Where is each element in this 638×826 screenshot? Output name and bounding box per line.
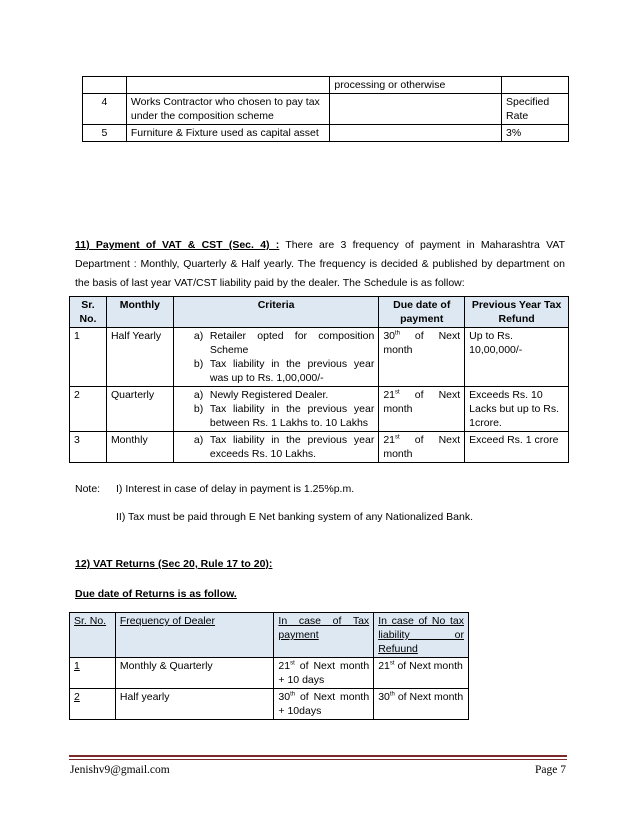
- due-day: 21: [383, 434, 396, 446]
- due-suffix: st: [395, 434, 400, 441]
- cell-sr: 1: [70, 328, 107, 387]
- footer-page-number: Page 7: [535, 764, 566, 776]
- criteria-item: [194, 388, 374, 402]
- section-11-title: 11) Payment of VAT & CST (Sec. 4) :: [75, 239, 280, 251]
- cell-mid: [330, 94, 502, 125]
- due-suffix: th: [389, 691, 395, 698]
- criteria-marker: b): [193, 403, 204, 415]
- table-row: [83, 77, 569, 94]
- cell-criteria: [173, 387, 378, 432]
- criteria-text: Retailer opted for composition Scheme: [209, 330, 375, 356]
- cell-sr: 1: [70, 658, 116, 689]
- note-line-1: I) Interest in case of delay in payment is 1.25%p.m.: [116, 483, 355, 495]
- table-row: [83, 125, 569, 142]
- due-day: 21: [278, 660, 291, 672]
- header-tax-payment: In case of Tax payment: [274, 613, 374, 658]
- cell-due-date: [379, 387, 465, 432]
- cell-frequency: Half yearly: [115, 689, 274, 720]
- criteria-marker: b): [193, 358, 204, 370]
- footer-rule-thin: [69, 759, 567, 760]
- cell-no: 4: [83, 94, 127, 125]
- criteria-text: Tax liability in the previous year between Rs. 1 Lakhs to. 10 Lakhs: [209, 403, 375, 429]
- section-12-subtitle: Due date of Returns is as follow.: [75, 588, 237, 600]
- table-row: [70, 658, 469, 689]
- cell-frequency: Half Yearly: [106, 328, 173, 387]
- cell-due-date: [379, 328, 465, 387]
- cell-desc: Works Contractor who chosen to pay tax under the composition scheme: [126, 94, 330, 125]
- criteria-text: Newly Registered Dealer.: [209, 389, 329, 401]
- cell-frequency: Monthly: [106, 432, 173, 463]
- cell-frequency: Quarterly: [106, 387, 173, 432]
- cell-sr: 2: [70, 689, 116, 720]
- table-row: [70, 689, 469, 720]
- section-11-intro: There are 3 frequency of payment in Maharashtra VAT Department : Monthly, Quarterly & Half yearly. The frequency is decided & published by department on the basis of last year VAT/CST liability paid by the dealer. The Schedule is as follow:: [75, 239, 565, 289]
- cell-no-tax: [374, 658, 469, 689]
- due-day: 30: [378, 691, 390, 703]
- footer-email: Jenishv9@gmail.com: [70, 764, 170, 776]
- header-due-date: Due date of payment: [379, 297, 465, 328]
- header-monthly: Monthly: [106, 297, 173, 328]
- criteria-item: [194, 329, 374, 357]
- header-criteria: Criteria: [173, 297, 378, 328]
- due-rest: of Next month: [397, 691, 464, 703]
- due-rest: of Next month: [383, 389, 461, 415]
- cell-sr: 2: [70, 387, 107, 432]
- cell-mid: [330, 125, 502, 142]
- criteria-item: [194, 357, 374, 385]
- payment-schedule-table: [69, 296, 569, 463]
- criteria-text: Tax liability in the previous year exceeds Rs. 10 Lakhs.: [209, 434, 375, 460]
- criteria-item: [194, 433, 374, 461]
- table-row: [83, 94, 569, 125]
- section-11-paragraph: [75, 236, 565, 293]
- cell-sr: 3: [70, 432, 107, 463]
- due-suffix: st: [389, 660, 395, 667]
- cell-no: 5: [83, 125, 127, 142]
- cell-criteria: [173, 328, 378, 387]
- cell-tax-payment: [274, 658, 374, 689]
- table-row: [70, 432, 569, 463]
- header-frequency: Frequency of Dealer: [115, 613, 274, 658]
- due-day: 21: [383, 389, 396, 401]
- cell-tax-payment: [274, 689, 374, 720]
- cell-frequency: Monthly & Quarterly: [115, 658, 274, 689]
- cell-mid: processing or otherwise: [330, 77, 502, 94]
- header-srno: Sr. No.: [70, 613, 116, 658]
- cell-rate: Specified Rate: [502, 94, 569, 125]
- due-suffix: st: [290, 660, 295, 667]
- cell-rate: [502, 77, 569, 94]
- cell-previous-year: Exceeds Rs. 10 Lacks but up to Rs. 1crore.: [465, 387, 569, 432]
- cell-due-date: [379, 432, 465, 463]
- cell-criteria: [173, 432, 378, 463]
- footer-rule-thick: [69, 755, 567, 757]
- due-day: 30: [278, 691, 291, 703]
- criteria-marker: a): [193, 389, 204, 401]
- table-header-row: [70, 297, 569, 328]
- vat-returns-table: [69, 612, 469, 720]
- note-label: Note:: [75, 483, 101, 495]
- cell-previous-year: Exceed Rs. 1 crore: [465, 432, 569, 463]
- due-suffix: st: [395, 389, 400, 396]
- cell-rate: 3%: [502, 125, 569, 142]
- due-rest: of Next month + 10 days: [278, 660, 370, 686]
- table-header-row: [70, 613, 469, 658]
- cell-no-tax: [374, 689, 469, 720]
- criteria-marker: a): [193, 330, 204, 342]
- composition-rate-table: [82, 76, 569, 142]
- due-rest: of Next month + 10days: [278, 691, 370, 717]
- criteria-marker: a): [193, 434, 204, 446]
- due-rest: of Next month: [397, 660, 463, 672]
- header-previous-year: Previous Year Tax Refund: [465, 297, 569, 328]
- table-row: [70, 328, 569, 387]
- cell-desc: Furniture & Fixture used as capital asset: [126, 125, 330, 142]
- due-suffix: th: [290, 691, 296, 698]
- due-suffix: th: [395, 330, 401, 337]
- due-rest: of Next month: [383, 434, 461, 460]
- note-line-2: II) Tax must be paid through E Net banking system of any Nationalized Bank.: [116, 511, 473, 523]
- table-row: [70, 387, 569, 432]
- cell-previous-year: Up to Rs. 10,00,000/-: [465, 328, 569, 387]
- header-no-tax: In case of No tax liability or Refuund: [374, 613, 469, 658]
- criteria-text: Tax liability in the previous year was up to Rs. 1,00,000/-: [209, 358, 375, 384]
- due-rest: of Next month: [383, 330, 461, 356]
- criteria-item: [194, 402, 374, 430]
- due-day: 21: [378, 660, 390, 672]
- cell-desc: [126, 77, 330, 94]
- header-srno: Sr. No.: [70, 297, 107, 328]
- section-12-title: 12) VAT Returns (Sec 20, Rule 17 to 20):: [75, 558, 273, 570]
- cell-no: [83, 77, 127, 94]
- due-day: 30: [383, 330, 396, 342]
